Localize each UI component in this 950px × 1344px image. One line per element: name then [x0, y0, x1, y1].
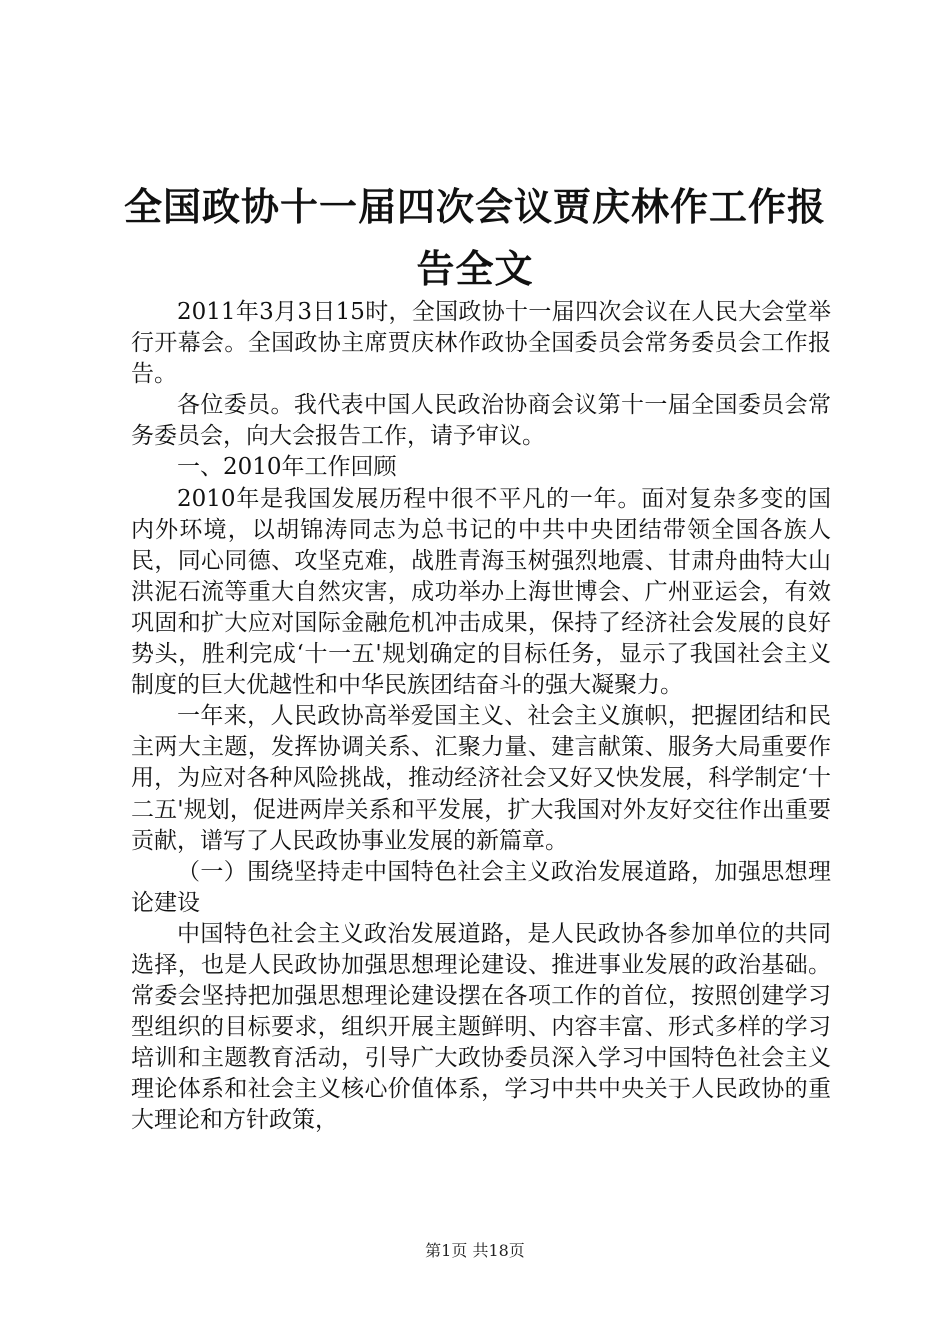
section-heading-review: 一、2010年工作回顾 — [177, 454, 397, 481]
paragraph-cppcc-year: 一年来，人民政协高举爱国主义、社会主义旗帜，把握团结和民主两大主题，发挥协调关系、汇聚力量、建言献策、服务大局重要作用，为应对各种风险挑战，推动经济社会又好又快发展，科学制定‘十二五'规划，促进两岸关系和平发展，扩大我国对外友好交往作出重要贡献，谱写了人民政协事业发展的新篇章。 — [131, 703, 831, 854]
subsection-heading-1: （一）围绕坚持走中国特色社会主义政治发展道路，加强思想理论建设 — [131, 858, 831, 916]
document-body — [131, 297, 831, 1137]
document-title: 全国政协十一届四次会议贾庆林作工作报告全文 — [123, 184, 826, 291]
paragraph-greeting: 各位委员。我代表中国人民政治协商会议第十一届全国委员会常务委员会，向大会报告工作，请予审议。 — [131, 392, 831, 450]
paragraph-intro: 2011年3月3日15时，全国政协十一届四次会议在人民大会堂举行开幕会。全国政协主席贾庆林作政协全国委员会常务委员会工作报告。 — [131, 299, 831, 388]
page-number-footer: 第1页 共18页 — [425, 1241, 525, 1260]
paragraph-2010-overview: 2010年是我国发展历程中很不平凡的一年。面对复杂多变的国内外环境，以胡锦涛同志为总书记的中共中央团结带领全国各族人民，同心同德、攻坚克难，战胜青海玉树强烈地震、甘肃舟曲特大山洪泥石流等重大自然灾害，成功举办上海世博会、广州亚运会，有效巩固和扩大应对国际金融危机冲击成果，保持了经济社会发展的良好势头，胜利完成‘十一五'规划确定的目标任务，显示了我国社会主义制度的巨大优越性和中华民族团结奋斗的强大凝聚力。 — [131, 485, 831, 699]
paragraph-political-path: 中国特色社会主义政治发展道路，是人民政协各参加单位的共同选择，也是人民政协加强思想理论建设、推进事业发展的政治基础。常委会坚持把加强思想理论建设摆在各项工作的首位，按照创建学习型组织的目标要求，组织开展主题鲜明、内容丰富、形式多样的学习培训和主题教育活动，引导广大政协委员深入学习中国特色社会主义理论体系和社会主义核心价值体系，学习中共中央关于人民政协的重大理论和方针政策， — [131, 920, 831, 1134]
